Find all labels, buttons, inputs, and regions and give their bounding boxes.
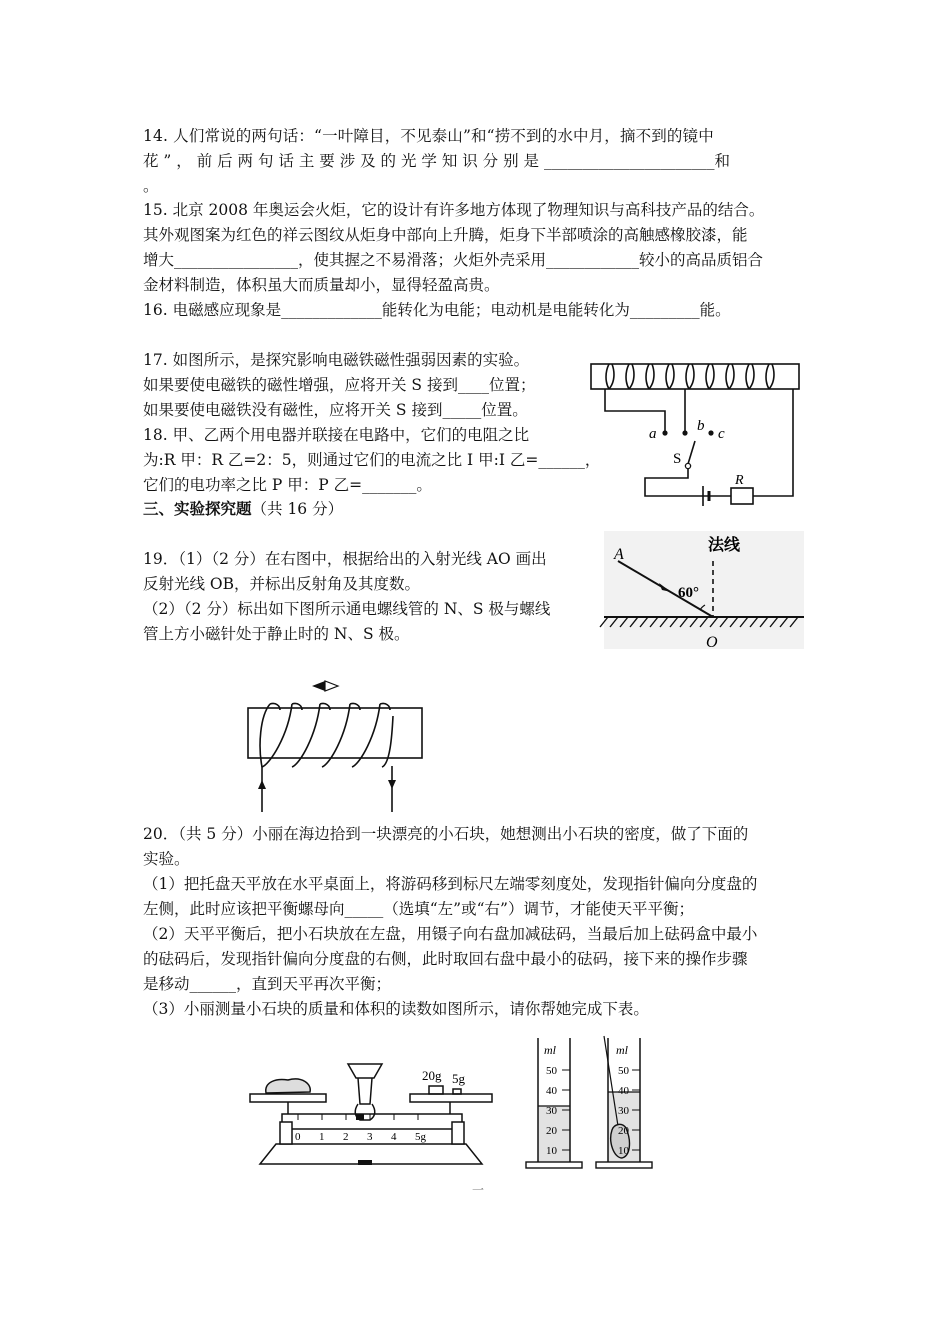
reflection-figure [604,531,804,653]
q17-line1: 17. 如图所示，是探究影响电磁铁磁性强弱因素的实验。 [143,351,530,369]
tick-30-right: 30 [618,1105,629,1117]
beam [282,1114,462,1129]
q17-line3: 如果要使电磁铁没有磁性，应将开关 S 接到_____位置。 [143,401,528,419]
scale-label-3: 3 [367,1131,373,1143]
q18-line3: 它们的电功率之比 P 甲：P 乙=_______。 [143,476,432,494]
wire-tap-a [605,389,665,431]
scale-label-4: 4 [391,1131,397,1143]
page-mark: 一 [472,1183,485,1197]
right-pan [410,1094,492,1102]
weight-20g-label: 20g [422,1068,442,1083]
balance-figure [246,1052,496,1172]
scale-label-1: 1 [319,1131,325,1143]
switch-blade [688,441,695,464]
left-pan [250,1094,326,1102]
switch-pivot [685,463,690,468]
q20-line3: （1）把托盘天平放在水平桌面上，将游码移到标尺左端零刻度处，发现指针偏向分度盘的 [143,875,758,893]
figure-background [604,531,804,649]
q19-line2: 反射光线 OB，并标出反射角及其度数。 [143,575,421,593]
current-up-arrow-icon [258,780,266,789]
contact-a [662,430,667,435]
weight-5g [453,1089,461,1094]
q16-line1: 16. 电磁感应现象是_____________能转化为电能；电动机是电能转化为_________能。 [143,301,731,319]
base-block [358,1160,372,1165]
right-post [452,1122,464,1144]
label-a: a [649,426,657,442]
scale-label-5g: 5g [415,1131,426,1143]
section-heading [143,497,343,521]
contact-b [682,430,687,435]
contact-c [708,430,713,435]
q17-line2: 如果要使电磁铁的磁性增强，应将开关 S 接到____位置； [143,376,536,394]
q18-line2: 为:R 甲：R 乙=2：5，则通过它们的电流之比 I 甲:I 乙=______， [143,451,601,469]
scale-label-2: 2 [343,1131,349,1143]
cylinder-water-stone [596,1036,652,1168]
unit-label-right: ml [616,1043,628,1057]
tick-10-left: 10 [546,1145,557,1157]
q20-line7: 是移动______，直到天平再次平衡； [143,975,392,993]
q20-line5: （2）天平平衡后，把小石块放在左盘，用镊子向右盘加减砝码，当最后加上砝码盒中最小 [143,925,758,943]
wire-switch-to-battery [645,464,705,496]
label-b: b [697,418,705,434]
q19-line4: 管上方小磁针处于静止时的 N、S 极。 [143,625,410,643]
label-r: R [735,473,744,488]
tick-40-left: 40 [546,1085,557,1097]
section-title: 三、实验探究题 [143,499,252,518]
scale-label-0: 0 [295,1131,301,1143]
cylinder-water [526,1038,582,1168]
weight-5g-label: 5g [452,1071,465,1086]
q19-line1: 19．（1）（2 分）在右图中，根据给出的入射光线 AO 画出 [143,550,547,568]
q20-line2: 实验。 [143,850,190,868]
q20-line8: （3）小丽测量小石块的质量和体积的读数如图所示，请你帮她完成下表。 [143,1000,649,1018]
tick-30-left: 30 [546,1105,557,1117]
section-points: （共 16 分） [251,500,344,518]
q14-line2: 花 ” ， 前 后 两 句 话 主 要 涉 及 的 光 学 知 识 分 别 是 ______________________和 [143,152,730,170]
q15-line2: 其外观图案为红色的祥云图纹从炬身中部向上升腾，炬身下半部喷涂的高触感橡胶漆，能 [143,226,748,244]
compass-needle [312,681,338,691]
angle-label: 60° [678,585,699,601]
tick-20-left: 20 [546,1125,557,1137]
q15-line3: 增大________________，使其握之不易滑落；火炬外壳采用____________较小的高品质铝合 [143,251,764,269]
cylinders-figure [522,1034,682,1174]
solenoid-figure [240,676,430,816]
q14-line1: 14. 人们常说的两句话：“一叶障目，不见泰山”和“捞不到的水中月，摘不到的镜中 [143,127,714,145]
wire-right [753,389,793,496]
coil-windings [606,364,774,389]
rider [356,1114,364,1120]
stone [266,1079,310,1093]
tick-50-left: 50 [546,1065,557,1077]
pointer-dial [348,1064,382,1078]
tick-20-right: 20 [618,1125,629,1137]
current-down-arrow-icon [388,780,396,789]
label-c: c [718,426,725,442]
label-s: S [673,451,682,467]
q19-line3: （2）（2 分）标出如下图所示通电螺线管的 N、S 极与螺线 [143,600,551,618]
resistor [731,488,753,504]
weight-20g [429,1086,443,1094]
point-o-label: O [706,634,718,651]
q20-line4: 左侧，此时应该把平衡螺母向_____（选填“左”或“右”）调节，才能使天平平衡； [143,900,694,918]
q15-line4: 金材料制造，体积虽大而质量却小，显得轻盈高贵。 [143,276,500,294]
q15-line1: 15. 北京 2008 年奥运会火炬，它的设计有许多地方体现了物理知识与高科技产品的结合。 [143,201,765,219]
tick-50-right: 50 [618,1065,629,1077]
tick-40-right: 40 [618,1085,629,1097]
point-a-label: A [614,546,624,563]
pillar [358,1078,372,1104]
q18-line1: 18. 甲、乙两个用电器并联接在电路中，它们的电阻之比 [143,426,530,444]
q20-line1: 20．（共 5 分）小丽在海边拾到一块漂亮的小石块，她想测出小石块的密度，做了下面的 [143,825,749,843]
unit-label-left: ml [544,1043,556,1057]
tick-10-right: 10 [618,1145,629,1157]
normal-label: 法线 [708,537,741,554]
q14-line3: 。 [143,177,159,195]
q20-line6: 的砝码后，发现指针偏向分度盘的右侧，此时取回右盘中最小的砝码，接下来的操作步骤 [143,950,748,968]
left-post [280,1122,292,1144]
electromagnet-circuit-figure [585,356,805,501]
